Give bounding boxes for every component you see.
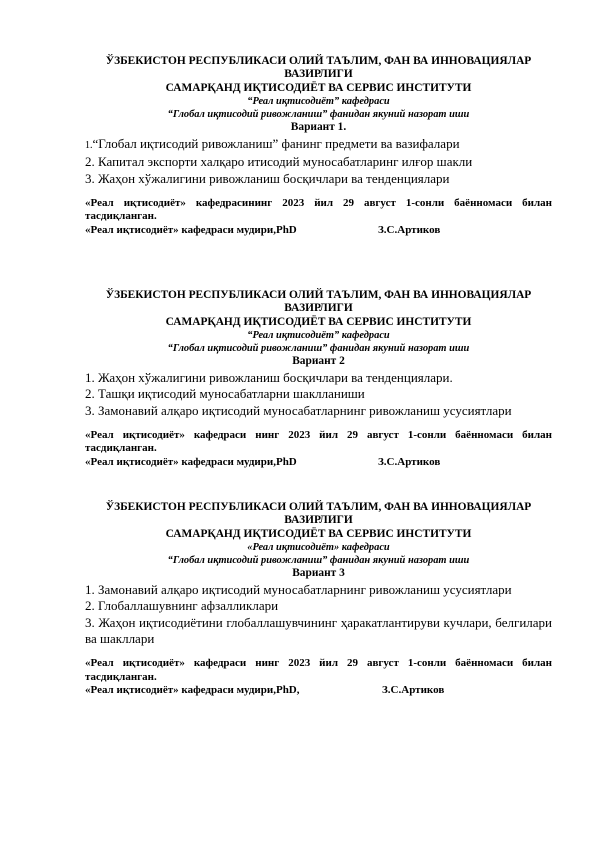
subject-title: “Глобал иқтисодий ривожланиш” фанидан якуний назорат иши [167,555,470,567]
ministry-line-continued: ВАЗИРЛИГИ [284,302,353,315]
variant-title: Вариант 1. [290,121,347,134]
question-1: 1. Жаҳон хўжалигини ривожланиш босқичлари ва тенденциялари. [85,369,453,385]
question-list [85,370,552,419]
approval-note: «Реал иқтисодиёт» кафедраси нинг 2023 йил 29 август 1-сонли баённомаси билан тасдиқланган. [85,657,552,683]
exam-variant-3 [85,501,552,697]
department-head-line [85,684,552,697]
question-3: 3. Жаҳон иқтисодиётини глобаллашувчининг ҳаракатлантируви кучлари, белгилари ва шакллари [85,614,552,646]
question-3: 3. Жаҳон хўжалигини ривожланиш босқичлари ва тенденциялари [85,170,450,186]
ministry-line-continued: ВАЗИРЛИГИ [284,514,353,527]
department-name: “Реал иқтисодиёт” кафедраси [247,95,390,107]
question-list [85,582,552,648]
question-text: “Глобал иқтисодий ривожланиш” фанинг предмети ва вазифалари [92,135,460,151]
question-2: 2. Глобаллашувнинг афзалликлари [85,598,279,614]
ministry-line: ЎЗБЕКИСТОН РЕСПУБЛИКАСИ ОЛИЙ ТАЪЛИМ, ФАН ВА ИННОВАЦИЯЛАР [105,289,532,301]
ministry-line: ЎЗБЕКИСТОН РЕСПУБЛИКАСИ ОЛИЙ ТАЪЛИМ, ФАН ВА ИННОВАЦИЯЛАР [105,55,532,67]
variant-title: Вариант 3 [292,567,345,580]
exam-variant-2 [85,289,552,469]
question-3: 3. Замонавий алқаро иқтисодий муносабатларнинг ривожланиш усусиятлари [85,402,512,418]
department-name: «Реал иқтисодиёт» кафедраси [247,541,390,553]
question-1 [85,136,552,154]
ministry-line-continued: ВАЗИРЛИГИ [284,68,353,81]
approval-note: «Реал иқтисодиёт» кафедраси нинг 2023 йил 29 август 1-сонли баённомаси билан тасдиқланган. [85,429,552,455]
head-name: З.С.Артиков [378,223,441,236]
question-list [85,136,552,187]
question-number: 1. [85,139,93,151]
subject-title: “Глобал иқтисодий ривожланиш” фанидан якуний назорат иши [167,109,470,121]
head-title: «Реал иқтисодиёт» кафедраси мудири,PhD, [85,684,300,696]
question-2: 2. Ташқи иқтисодий муносабатларни шаклланиши [85,386,365,402]
ministry-line: ЎЗБЕКИСТОН РЕСПУБЛИКАСИ ОЛИЙ ТАЪЛИМ, ФАН ВА ИННОВАЦИЯЛАР [105,501,532,513]
institute-name: САМАРҚАНД ИҚТИСОДИЁТ ВА СЕРВИС ИНСТИТУТИ [165,81,472,94]
approval-note: «Реал иқтисодиёт» кафедрасининг 2023 йил 29 август 1-сонли баённомаси билан тасдиқланган. [85,197,552,223]
head-name: З.С.Артиков [378,455,441,468]
department-head-line [85,224,552,237]
subject-title: “Глобал иқтисодий ривожланиш” фанидан якуний назорат иши [167,343,470,355]
institute-name: САМАРҚАНД ИҚТИСОДИЁТ ВА СЕРВИС ИНСТИТУТИ [165,527,472,540]
institute-name: САМАРҚАНД ИҚТИСОДИЁТ ВА СЕРВИС ИНСТИТУТИ [165,315,472,328]
head-title: «Реал иқтисодиёт» кафедраси мудири,PhD [85,223,297,236]
variant-title: Вариант 2 [292,355,345,368]
head-name: З.С.Артиков [382,684,445,696]
question-2: 2. Капитал экспорти халқаро итисодий муносабатларинг илғор шакли [85,154,473,170]
department-name: “Реал иқтисодиёт” кафедраси [247,329,390,341]
exam-variant-1 [85,55,552,237]
question-1: 1. Замонавий алқаро иқтисодий муносабатларнинг ривожланиш усусиятлари [85,581,512,597]
department-head-line [85,456,552,469]
head-title: «Реал иқтисодиёт» кафедраси мудири,PhD [85,455,297,468]
